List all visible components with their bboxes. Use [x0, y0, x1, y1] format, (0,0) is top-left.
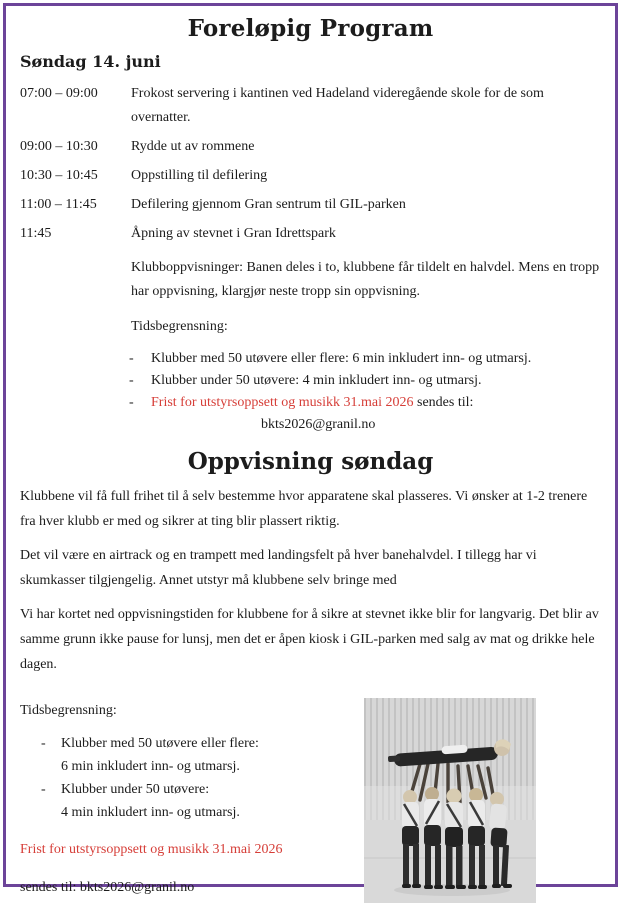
- list-dash: -: [129, 373, 134, 388]
- schedule-time: 10:30 – 10:45: [20, 168, 98, 183]
- list-item-continued: [41, 801, 364, 824]
- time-limit-label: Tidsbegrensning:: [131, 319, 228, 334]
- list-dash-spacer: [41, 801, 61, 824]
- schedule-description: Defilering gjennom Gran sentrum til GIL-parken: [131, 197, 406, 212]
- time-limit-list: [41, 732, 364, 824]
- schedule-description: Frokost servering i kantinen ved Hadeland videregående skole for de som overnatter.: [131, 86, 544, 125]
- schedule-row: [20, 135, 606, 159]
- deadline-red-text: Frist for utstyrsoppsett og musikk 31.mai 2026: [151, 395, 414, 410]
- schedule-description: Åpning av stevnet i Gran Idrettspark: [131, 226, 336, 241]
- list-item: [41, 732, 364, 755]
- list-dash-spacer: [41, 755, 61, 778]
- schedule-description: Oppstilling til defilering: [131, 168, 268, 183]
- schedule-time: 11:00 – 11:45: [20, 197, 97, 212]
- time-limit-list: [127, 348, 606, 436]
- list-item: [41, 778, 364, 801]
- day-heading: Søndag 14. juni: [20, 52, 161, 71]
- paragraph: Klubbene vil få full frihet til å selv bestemme hvor apparatene skal plasseres. Vi ønsker at 1-2 trenere fra hver klubb er med og sikrer at ting blir plassert riktig.: [20, 489, 588, 529]
- bottom-zone: [15, 686, 606, 903]
- list-item-text: Klubber under 50 utøvere:: [61, 782, 210, 797]
- paragraph: Vi har kortet ned oppvisningstiden for klubbene for å sikre at stevnet ikke blir for langvarig. Det blir av samme grunn ikke pause for lunsj, men det er åpen kiosk i GIL-parken med salg av mat og drikke hele dagen.: [20, 607, 599, 672]
- page-content: [6, 15, 615, 903]
- list-item-text: Klubber med 50 utøvere eller flere:: [61, 736, 259, 751]
- program-page: [3, 3, 618, 895]
- show-section-title: Oppvisning søndag: [187, 448, 434, 475]
- list-item-continued: [41, 755, 364, 778]
- schedule-row: [20, 164, 606, 188]
- schedule-row: [20, 193, 606, 217]
- page-title: Foreløpig Program: [187, 15, 434, 42]
- list-item-text: 4 min inkludert inn- og utmarsj.: [61, 805, 240, 820]
- deadline-text: [151, 392, 606, 414]
- list-item: [127, 370, 606, 392]
- bottom-left-column: [15, 686, 364, 899]
- deadline-suffix: sendes til:: [413, 395, 474, 410]
- schedule-time: 09:00 – 10:30: [20, 139, 98, 154]
- list-item-deadline: [127, 392, 606, 414]
- gymnasts-lift-photo: [364, 698, 536, 903]
- schedule-description: Rydde ut av rommene: [131, 139, 255, 154]
- deadline-red-text: Frist for utstyrsoppsett og musikk 31.mai 2026: [20, 842, 283, 857]
- send-to-line: sendes til: bkts2026@granil.no: [20, 880, 195, 895]
- list-dash: -: [41, 736, 46, 751]
- schedule-table: [15, 82, 606, 246]
- list-item: [127, 348, 606, 370]
- list-dash: -: [129, 351, 134, 366]
- list-dash: -: [129, 395, 134, 410]
- list-item-text: 6 min inkludert inn- og utmarsj.: [61, 759, 240, 774]
- schedule-row: [20, 82, 606, 130]
- list-item-text: Klubber med 50 utøvere eller flere: 6 min inkludert inn- og utmarsj.: [151, 351, 532, 366]
- schedule-time: 07:00 – 09:00: [20, 86, 98, 101]
- club-shows-note: Klubboppvisninger: Banen deles i to, klubbene får tildelt en halvdel. Mens en tropp har oppvisning, klargjør neste tropp sin oppvisning.: [131, 260, 600, 299]
- list-dash: -: [41, 782, 46, 797]
- list-item-text: Klubber under 50 utøvere: 4 min inkludert inn- og utmarsj.: [151, 373, 482, 388]
- schedule-row: [20, 222, 606, 246]
- paragraph: Det vil være en airtrack og en trampett med landingsfelt på hver banehalvdel. I tillegg har vi skumkasser tilgjengelig. Annet utstyr må klubbene selv bringe med: [20, 548, 537, 588]
- deadline-email: bkts2026@granil.no: [261, 417, 376, 432]
- time-limit-label: Tidsbegrensning:: [20, 703, 117, 718]
- schedule-time: 11:45: [20, 226, 52, 241]
